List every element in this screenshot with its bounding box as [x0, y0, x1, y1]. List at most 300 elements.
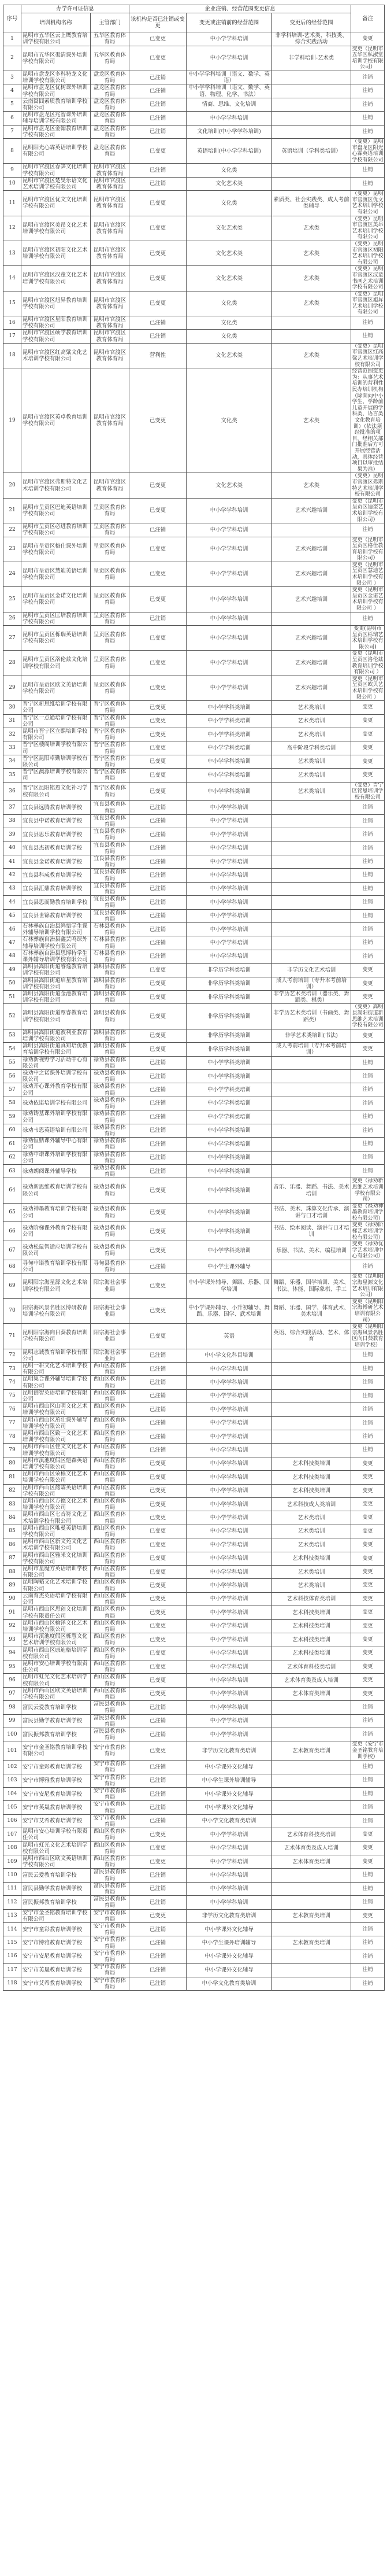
cell-before: 中小学学科类培训 [187, 1083, 272, 1097]
table-row [3, 1203, 385, 1222]
cell-seq: 85 [3, 1525, 21, 1538]
cell-before: 中小学学科培训 [187, 112, 272, 125]
cell-status: 已变更 [129, 1203, 187, 1222]
cell-after [272, 1376, 351, 1389]
cell-after: 非学历文化艺术培训 [272, 964, 351, 977]
cell-status: 已注销 [129, 1977, 187, 1990]
cell-status: 已变更 [129, 241, 187, 265]
cell-name: 嵩明县嵩阳街道真知培优教育培训学校有限公司 [21, 1043, 91, 1056]
cell-after: 艺术科技类培训 [272, 1619, 351, 1633]
cell-after: 艺术体育类及成人培训 [272, 1841, 351, 1855]
cell-name: 昆明一耕文化艺术培训学校有限公司 [21, 1362, 91, 1375]
cell-status: 已变更 [129, 1592, 187, 1606]
cell-dept: 西山区教育体育局 [91, 1566, 129, 1579]
cell-remark: 变更 [351, 1828, 385, 1841]
table-row [3, 1728, 385, 1741]
cell-before: 中小学课外文化辅导 [187, 1950, 272, 1963]
cell-seq: 104 [3, 1787, 21, 1800]
table-row [3, 1083, 385, 1097]
cell-seq: 83 [3, 1498, 21, 1511]
table-header [3, 5, 385, 32]
cell-status: 已变更 [129, 741, 187, 755]
cell-after: 成人考前培训（专升本考前培训） [272, 1043, 351, 1056]
cell-name: 禄劝开心课外教育学校有限公司 [21, 1083, 91, 1097]
cell-before: 非学历文化教育类培训 [187, 1741, 272, 1761]
cell-before: 中小学学科类培训 [187, 741, 272, 755]
table-row [3, 1714, 385, 1728]
cell-dept: 安宁市教育体育局 [91, 1774, 129, 1787]
cell-after: 艺术兴趣培训 [272, 562, 351, 586]
cell-seq: 86 [3, 1538, 21, 1552]
cell-seq: 26 [3, 612, 21, 625]
cell-after [272, 1260, 351, 1274]
table-row [3, 1376, 385, 1389]
cell-dept: 昆明市官渡区教育体育局 [91, 266, 129, 291]
cell-before: 非学历学科类培训 [187, 1043, 272, 1056]
cell-dept: 西山区教育体育局 [91, 1389, 129, 1403]
cell-seq: 72 [3, 1349, 21, 1362]
table-row [3, 896, 385, 909]
cell-name: 安宁市英晟教育培训学校 [21, 1801, 91, 1814]
cell-remark: 变更 [351, 977, 385, 990]
cell-seq: 12 [3, 216, 21, 241]
cell-before: 中小学学科培训 [187, 882, 272, 895]
cell-status: 已注销 [129, 1714, 187, 1728]
cell-seq: 45 [3, 909, 21, 922]
cell-remark: 变更 [351, 964, 385, 977]
cell-name: 安宁市安尼教育培训学校 [21, 1787, 91, 1800]
table-body [3, 32, 385, 1991]
cell-remark: 变更 [351, 1660, 385, 1673]
cell-after: 艺术类培训 [272, 728, 351, 741]
table-row [3, 1349, 385, 1362]
cell-after: 艺术体育科技类培训 [272, 1828, 351, 1841]
cell-name: 昆明市官渡区红高粱文化艺术培训学校有限公司 [21, 343, 91, 368]
cell-dept: 昆明市官渡区教育体育局 [91, 177, 129, 190]
cell-seq: 59 [3, 1110, 21, 1124]
cell-remark: 注销 [351, 855, 385, 869]
cell-remark: 变更 [351, 755, 385, 768]
table-row [3, 701, 385, 714]
cell-name: 晋宁区昆阳卓勤培训学校有限公司 [21, 755, 91, 768]
cell-name: 昆明市西山区山明文化艺术培训学校有限公司 [21, 1403, 91, 1416]
table-row [3, 1882, 385, 1895]
cell-after: 高中阶段学科类培训 [272, 741, 351, 755]
cell-before: 中小学课外文化辅导 [187, 1923, 272, 1936]
cell-after: 艺术科技类培训 [272, 1484, 351, 1497]
cell-seq: 109 [3, 1855, 21, 1868]
cell-name: 昆明市西山区康迪格培训学校有限公司 [21, 1647, 91, 1660]
cell-before: 英语 [187, 1324, 272, 1349]
cell-after [272, 1416, 351, 1430]
cell-status: 已注销 [129, 177, 187, 190]
cell-before: 中小学学科培训 [187, 1444, 272, 1457]
cell-after: 艺术科技类培训 [272, 1633, 351, 1647]
cell-name: 禄劝依诺培训学校有限公司 [21, 1097, 91, 1110]
table-row [3, 71, 385, 84]
cell-after: 书法、美术、珠算文化传承、演讲与口才培训 [272, 1203, 351, 1222]
table-row [3, 855, 385, 869]
table-row [3, 936, 385, 950]
cell-after [272, 882, 351, 895]
cell-remark: 注销 [351, 1801, 385, 1814]
cell-remark: 注销 [351, 814, 385, 828]
cell-before: 文化类 [187, 191, 272, 216]
cell-before: 中小学学科培训 [187, 814, 272, 828]
cell-after: 艺术类 [272, 291, 351, 316]
cell-after: 艺术体育科技类培训 [272, 1660, 351, 1673]
cell-before: 中小学学科培训 [187, 1592, 272, 1606]
cell-dept: 盘龙区教育体育局 [91, 84, 129, 98]
cell-dept: 西山区教育体育局 [91, 1619, 129, 1633]
cell-status: 已变更 [129, 32, 187, 46]
cell-status: 已变更 [129, 1004, 187, 1029]
table-row [3, 991, 385, 1004]
cell-name: 昆明市官渡区汉童文化艺术培训学校有限公司 [21, 266, 91, 291]
cell-name: 昆明市盘龙区多科特龙文化培训学校有限公司 [21, 71, 91, 84]
cell-remark: 变更（昆明市呈贡区慧迪艺术培训学校有限公司 ） [352, 562, 384, 586]
cell-before: 中小学学科培训 [187, 1484, 272, 1497]
cell-before: 文化类 [187, 316, 272, 330]
cell-status: 已注销 [129, 1362, 187, 1375]
table-row [3, 537, 385, 562]
cell-before: 中小学生课外培训辅导 [187, 1936, 272, 1950]
cell-status: 已变更 [129, 714, 187, 728]
cell-seq: 18 [3, 343, 21, 368]
cell-remark: 注销 [351, 1151, 385, 1164]
cell-remark: 注销 [351, 1403, 385, 1416]
cell-dept: 嵩明县教育体育局 [91, 1043, 129, 1056]
cell-before: 中小学学科类培训 [187, 1164, 272, 1178]
cell-seq: 16 [3, 316, 21, 330]
table-row [3, 1416, 385, 1430]
cell-dept: 西山区教育体育局 [91, 1606, 129, 1619]
cell-remark: 注销 [351, 1701, 385, 1714]
table-row [3, 125, 385, 138]
cell-after [272, 828, 351, 842]
cell-dept: 晋宁区教育体育局 [91, 701, 129, 714]
cell-dept: 昆明市官渡区教育体育局 [91, 473, 129, 498]
table-row [3, 139, 385, 164]
cell-name: 昆明市呈贡区栎瑞英语培训学校有限公司 [21, 626, 91, 651]
cell-remark: 变更 [351, 1525, 385, 1538]
cell-remark: 变更 [351, 1029, 385, 1042]
table-row [3, 782, 385, 801]
cell-remark: 变更（禄劝新思维艺术培训学校有限公司） [352, 1178, 384, 1203]
cell-seq: 57 [3, 1083, 21, 1097]
cell-after [272, 1814, 351, 1828]
table-row [3, 1869, 385, 1882]
cell-before: 中小学生课外培训辅导 [187, 1774, 272, 1787]
cell-seq: 117 [3, 1964, 21, 1977]
cell-name: 安宁市英晟教育培训学校 [21, 1964, 91, 1977]
cell-before: 中小学学科培训 [187, 1511, 272, 1525]
cell-name: 禄劝铸基课外培训学校有限公司 [21, 1110, 91, 1124]
cell-dept: 嵩明县教育体育局 [91, 1029, 129, 1042]
cell-name: 昆明市盘龙区金翰教育培训学校有限公司 [21, 125, 91, 138]
cell-after [272, 177, 351, 190]
cell-status: 已注销 [129, 164, 187, 177]
header-status: 该机构是否已注销或变更 [129, 13, 187, 32]
cell-before: 中小学学科类培训 [187, 1138, 272, 1151]
cell-before: 中小学学科培训 [187, 1525, 272, 1538]
cell-remark: （变更）昆明市盘龙区阳光心霖英语培训学校有限公司 [352, 139, 384, 163]
cell-status: 已变更 [129, 368, 187, 473]
table-row [3, 1566, 385, 1579]
table-row [3, 1004, 385, 1029]
cell-name: 富民县勤学教育培训学校 [21, 1714, 91, 1728]
cell-name: 昆明市呈贡区洛伦兹文化培训学校有限公司 [21, 651, 91, 676]
cell-seq: 29 [3, 676, 21, 700]
table-row [3, 1178, 385, 1203]
table-row [3, 1787, 385, 1800]
cell-name: 宜良县杰初教育培训学校 [21, 842, 91, 855]
cell-seq: 56 [3, 1070, 21, 1083]
cell-before: 中小学学科培训 [187, 32, 272, 46]
table-row [3, 1936, 385, 1950]
cell-seq: 94 [3, 1647, 21, 1660]
cell-remark: 注销 [351, 98, 385, 111]
cell-remark: 变更 [351, 1043, 385, 1056]
cell-dept: 盘龙区教育体育局 [91, 139, 129, 164]
cell-status: 已注销 [129, 882, 187, 895]
table-row [3, 1579, 385, 1592]
table-row [3, 814, 385, 828]
cell-name: 昆明市星魔方英语培训学校有限公司 [21, 1566, 91, 1579]
cell-after [272, 1124, 351, 1137]
cell-remark: 注销 [351, 1349, 385, 1362]
cell-seq: 4 [3, 84, 21, 98]
cell-name: 富民振邦教育培训学校 [21, 1728, 91, 1741]
cell-seq: 49 [3, 964, 21, 977]
cell-seq: 115 [3, 1936, 21, 1950]
table-row [3, 1741, 385, 1761]
cell-name: 昆明市呈贡区金诺文化培训学校有限公司 [21, 587, 91, 612]
cell-status: 已变更 [129, 587, 187, 612]
header-name: 培训机构名称 [21, 13, 91, 32]
cell-before: 中小学学科培训 [187, 896, 272, 909]
cell-dept: 阳宗海社会事业局 [91, 1274, 129, 1298]
cell-dept: 禄劝县教育体育局 [91, 1056, 129, 1069]
cell-remark: 注销 [351, 1376, 385, 1389]
cell-dept: 晋宁区教育体育局 [91, 728, 129, 741]
cell-dept: 昆明市官渡区教育体育局 [91, 241, 129, 265]
cell-remark: 注销 [351, 1950, 385, 1963]
table-row [3, 473, 385, 498]
cell-after [272, 98, 351, 111]
cell-before: 英语培训(中小学学科培训) [187, 139, 272, 164]
cell-name: 云南囧囧素质教育培训学校有限公司 [21, 98, 91, 111]
cell-seq: 60 [3, 1124, 21, 1137]
cell-remark: 注销 [351, 112, 385, 125]
cell-name: 晋宁区一点通培训学校有限公司 [21, 714, 91, 728]
cell-name: 安宁市艾希教育培训学校 [21, 1977, 91, 1990]
cell-before: 中小学学科类培训 [187, 769, 272, 782]
cell-name: 禄劝神墨教育培训学校有限公司 [21, 1203, 91, 1222]
cell-remark: 注销 [351, 1936, 385, 1950]
cell-name: 宜良县汇鼎教育培训学校 [21, 882, 91, 895]
cell-before: 文化艺术类 [187, 473, 272, 498]
cell-dept: 禄劝县教育体育局 [91, 1124, 129, 1137]
cell-dept: 盘龙区教育体育局 [91, 98, 129, 111]
cell-before: 中小学学科培训 [187, 1828, 272, 1841]
cell-before: 中小学学科培训 [187, 651, 272, 676]
cell-remark: 注销 [351, 1070, 385, 1083]
cell-before: 文化类 [187, 330, 272, 343]
cell-dept: 西山区教育体育局 [91, 1660, 129, 1673]
cell-status: 已注销 [129, 909, 187, 922]
cell-status: 已变更 [129, 728, 187, 741]
cell-after: 非学历艺术类培训（书画类、舞蹈类） [272, 1004, 351, 1029]
cell-seq: 75 [3, 1389, 21, 1403]
cell-dept: 安宁市教育体育局 [91, 1814, 129, 1828]
cell-before: 中小学课外文化辅导 [187, 1964, 272, 1977]
table-row [3, 1324, 385, 1349]
cell-dept: 呈贡区教育体育局 [91, 626, 129, 651]
cell-status: 已变更 [129, 1222, 187, 1241]
cell-after [272, 112, 351, 125]
cell-before: 中小学学科培训 [187, 498, 272, 523]
cell-dept: 宜良县教育体育局 [91, 855, 129, 869]
cell-dept: 盘龙区教育体育局 [91, 125, 129, 138]
cell-seq: 19 [3, 368, 21, 473]
cell-seq: 22 [3, 523, 21, 537]
cell-status: 已变更 [129, 1511, 187, 1525]
table-row [3, 1538, 385, 1552]
cell-seq: 105 [3, 1801, 21, 1814]
cell-remark: 注销 [351, 164, 385, 177]
cell-after: 非学科培训-艺术类、科技类、综合实践活动 [272, 32, 351, 46]
cell-status: 已注销 [129, 1801, 187, 1814]
cell-remark: 变更 [351, 1566, 385, 1579]
cell-remark: （变更）昆明市官渡区美昂艺术培训学校有限公司 [352, 216, 384, 241]
cell-seq: 7 [3, 125, 21, 138]
cell-after [272, 1083, 351, 1097]
cell-before: 文化类 [187, 368, 272, 473]
cell-status: 已注销 [129, 1260, 187, 1274]
cell-dept: 富民县教育体育局 [91, 1714, 129, 1728]
cell-seq: 50 [3, 977, 21, 990]
cell-name: 安宁市博雅教育培训学校 [21, 1774, 91, 1787]
cell-after: 舞蹈、乐器、国学、体育武术、美术培训 [272, 1298, 351, 1323]
cell-status: 已变更 [129, 1855, 187, 1868]
cell-status: 已注销 [129, 112, 187, 125]
cell-remark: 注销 [351, 1977, 385, 1990]
cell-seq: 77 [3, 1416, 21, 1430]
cell-status: 已注销 [129, 814, 187, 828]
cell-after [272, 164, 351, 177]
cell-before: 中小学学科培训 [187, 1869, 272, 1882]
cell-dept: 西山区教育体育局 [91, 1552, 129, 1565]
cell-dept: 石林县教育体育局 [91, 936, 129, 950]
cell-status: 已变更 [129, 1674, 187, 1687]
cell-seq: 68 [3, 1260, 21, 1274]
cell-status: 营利性 [129, 343, 187, 368]
cell-seq: 47 [3, 936, 21, 950]
cell-remark: 注销 [351, 950, 385, 963]
cell-status: 已注销 [129, 1151, 187, 1164]
table-row [3, 368, 385, 473]
cell-name: 安宁市安尼教育培训学校 [21, 1950, 91, 1963]
cell-before: 中小学学科培训 [187, 923, 272, 936]
cell-name: 昆明市滇池度假区栎慧文化艺术培训学校有限公司 [21, 1633, 91, 1647]
cell-seq: 42 [3, 869, 21, 882]
cell-seq: 27 [3, 626, 21, 651]
cell-after [272, 842, 351, 855]
cell-before: 中小学学科培训 [187, 855, 272, 869]
table-row [3, 1457, 385, 1470]
cell-name: 昆明市西山区荣栎文化艺术培训学校有限公司 [21, 1471, 91, 1484]
table-row [3, 1828, 385, 1841]
cell-before: 中小学学科培训 [187, 1660, 272, 1673]
cell-before: 中小学学科培训 [187, 1633, 272, 1647]
cell-status: 已注销 [129, 612, 187, 625]
cell-name: 禄劝韦恩英语培训有限公司 [21, 1124, 91, 1137]
cell-name: 昆明市官渡区旭昇教育培训学校有限公司 [21, 291, 91, 316]
cell-seq: 98 [3, 1701, 21, 1714]
table-row [3, 626, 385, 651]
cell-seq: 46 [3, 923, 21, 936]
table-row [3, 1043, 385, 1056]
cell-after [272, 1444, 351, 1457]
cell-remark: 经营范围变更为：从事艺术培训的营利性民办培训机构（除面向中小学生、学龄前儿童开展的学科类、语言类文化教育培训）（依法须经批准的项目，经相关部门批准后方可开展经营活动，具体经营项目以审批结果为准） [352, 368, 384, 473]
cell-name: 昆明市官渡区硕学教育培训学校有限公司 [21, 330, 91, 343]
table-row [3, 1241, 385, 1260]
cell-remark: 注销 [351, 1056, 385, 1069]
cell-seq: 118 [3, 1977, 21, 1990]
table-row [3, 1647, 385, 1660]
cell-name: 禄劝朗阅课外辅导学校 [21, 1164, 91, 1178]
cell-seq: 64 [3, 1178, 21, 1203]
cell-seq: 95 [3, 1660, 21, 1673]
cell-seq: 41 [3, 855, 21, 869]
table-row [3, 1029, 385, 1042]
cell-dept: 西山区教育体育局 [91, 1674, 129, 1687]
cell-seq: 71 [3, 1324, 21, 1349]
cell-status: 已变更 [129, 1633, 187, 1647]
table-row [3, 1511, 385, 1525]
cell-remark: 注销 [351, 828, 385, 842]
cell-status: 已变更 [129, 1178, 187, 1203]
table-row [3, 1298, 385, 1323]
cell-remark: 注销 [351, 177, 385, 190]
cell-before: 中小学学科类培训 [187, 1241, 272, 1260]
cell-after [272, 612, 351, 625]
cell-after [272, 1923, 351, 1936]
cell-remark: 变更（昆明市呈贡区格仕教育培训学校有限公司） [352, 537, 384, 562]
cell-seq: 101 [3, 1741, 21, 1761]
cell-name: 禄劝新视野学习活动中心有限公司 [21, 1056, 91, 1069]
cell-seq: 74 [3, 1376, 21, 1389]
cell-dept: 昆明市官渡区教育体育局 [91, 330, 129, 343]
cell-after: 艺术类培训 [272, 782, 351, 801]
cell-remark: 注销 [351, 1814, 385, 1828]
cell-status: 已变更 [129, 1566, 187, 1579]
cell-status: 已变更 [129, 1471, 187, 1484]
cell-after: 艺术科技类培训 [272, 1647, 351, 1660]
table-row [3, 1964, 385, 1977]
cell-after [272, 923, 351, 936]
table-row [3, 177, 385, 190]
cell-after [272, 1964, 351, 1977]
cell-seq: 76 [3, 1403, 21, 1416]
cell-after: 非学艺术类培训(书法) [272, 1029, 351, 1042]
cell-dept: 安宁市教育体育局 [91, 1801, 129, 1814]
cell-before: 中小学学科培训 [187, 562, 272, 586]
cell-dept: 晋宁区教育体育局 [91, 769, 129, 782]
cell-before: 文化艺术类 [187, 216, 272, 241]
cell-seq: 103 [3, 1774, 21, 1787]
